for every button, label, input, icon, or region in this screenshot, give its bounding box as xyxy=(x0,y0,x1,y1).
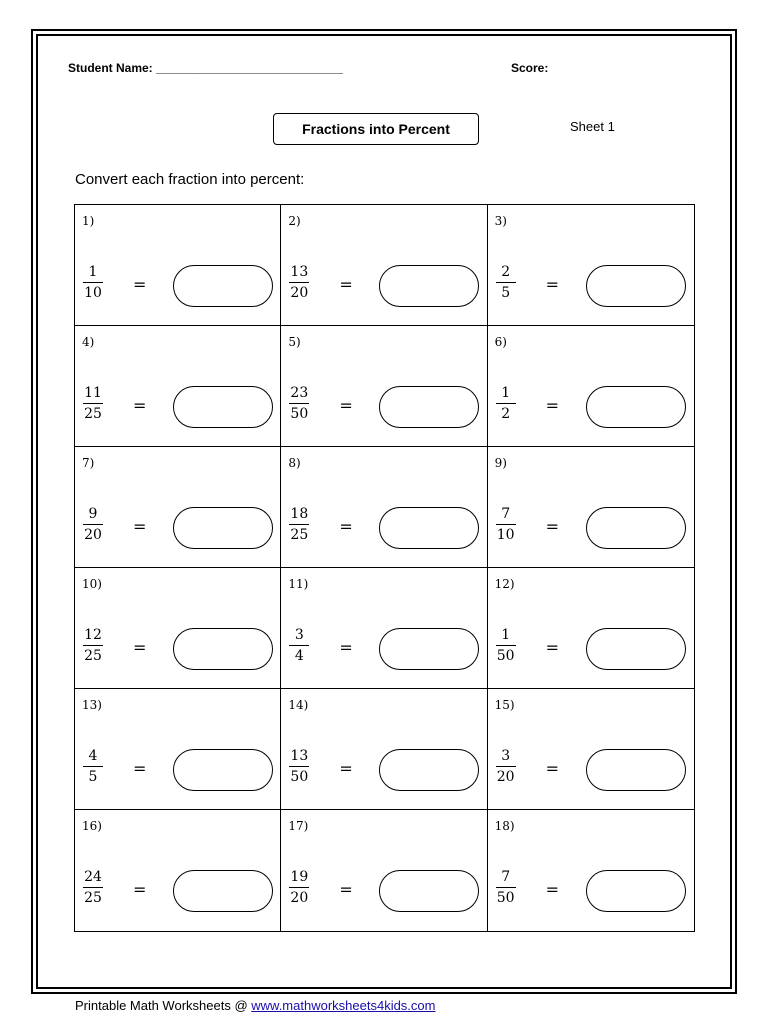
problem-number: 12) xyxy=(494,577,515,591)
sheet-label: Sheet 1 xyxy=(570,119,615,134)
equals-sign: = xyxy=(545,880,560,899)
fraction-bar xyxy=(289,403,309,404)
problem-number: 7) xyxy=(82,456,95,470)
denominator: 4 xyxy=(294,648,304,664)
problem-grid xyxy=(74,204,695,932)
problem-number: 4) xyxy=(82,335,95,349)
equals-sign: = xyxy=(133,275,147,294)
denominator: 25 xyxy=(84,406,102,422)
numerator: 4 xyxy=(88,748,98,764)
problem-cell xyxy=(281,447,487,568)
equals-sign: = xyxy=(339,880,353,899)
fraction-bar xyxy=(83,766,103,767)
problem-cell xyxy=(488,326,694,447)
equals-sign: = xyxy=(339,396,353,415)
equals-sign: = xyxy=(545,759,560,778)
denominator: 10 xyxy=(496,527,515,543)
problem-cell xyxy=(281,326,487,447)
fraction-bar xyxy=(83,403,103,404)
problem-cell xyxy=(281,689,487,810)
numerator: 2 xyxy=(501,264,511,280)
denominator: 20 xyxy=(290,285,309,301)
equals-sign: = xyxy=(339,759,353,778)
fraction xyxy=(83,747,103,786)
fraction xyxy=(496,263,516,302)
fraction xyxy=(289,505,309,544)
problem-cell xyxy=(281,810,487,931)
equals-sign: = xyxy=(339,517,353,536)
answer-box[interactable] xyxy=(586,507,686,549)
equals-sign: = xyxy=(545,638,560,657)
equals-sign: = xyxy=(339,275,353,294)
answer-box[interactable] xyxy=(173,749,273,791)
problem-number: 6) xyxy=(494,335,507,349)
problem-cell xyxy=(75,568,281,689)
fraction xyxy=(83,868,103,907)
fraction xyxy=(496,868,516,907)
instruction-text: Convert each fraction into percent: xyxy=(75,171,305,188)
problem-number: 14) xyxy=(288,698,309,712)
numerator: 11 xyxy=(84,385,102,401)
problem-number: 5) xyxy=(288,335,301,349)
fraction-bar xyxy=(83,524,103,525)
fraction xyxy=(496,626,516,665)
fraction-bar xyxy=(289,887,309,888)
problem-cell xyxy=(488,568,694,689)
equals-sign: = xyxy=(545,275,560,294)
fraction-bar xyxy=(83,887,103,888)
numerator: 23 xyxy=(290,385,309,401)
problem-number: 3) xyxy=(494,214,507,228)
equals-sign: = xyxy=(339,638,353,657)
fraction-bar xyxy=(83,282,103,283)
footer-prefix: Printable Math Worksheets @ xyxy=(75,998,252,1013)
fraction xyxy=(289,384,309,423)
fraction-bar xyxy=(289,282,309,283)
problem-number: 18) xyxy=(494,819,515,833)
numerator: 24 xyxy=(84,869,102,885)
footer xyxy=(75,998,435,1013)
numerator: 1 xyxy=(88,264,98,280)
denominator: 25 xyxy=(84,648,102,664)
fraction xyxy=(496,505,516,544)
answer-box[interactable] xyxy=(379,507,479,549)
equals-sign: = xyxy=(133,396,147,415)
fraction-bar xyxy=(496,887,516,888)
fraction-bar xyxy=(496,282,516,283)
fraction xyxy=(83,263,103,302)
problem-cell xyxy=(75,326,281,447)
problem-cell xyxy=(75,689,281,810)
answer-box[interactable] xyxy=(173,628,273,670)
problem-cell xyxy=(281,205,487,326)
numerator: 9 xyxy=(88,506,98,522)
equals-sign: = xyxy=(133,638,147,657)
answer-box[interactable] xyxy=(173,507,273,549)
equals-sign: = xyxy=(133,517,147,536)
numerator: 7 xyxy=(501,506,511,522)
fraction-bar xyxy=(289,766,309,767)
problem-cell xyxy=(75,810,281,931)
answer-box[interactable] xyxy=(586,870,686,912)
fraction-bar xyxy=(496,524,516,525)
denominator: 2 xyxy=(501,406,511,422)
numerator: 1 xyxy=(501,627,511,643)
answer-box[interactable] xyxy=(379,265,479,307)
fraction-bar xyxy=(496,403,516,404)
problem-number: 8) xyxy=(288,456,301,470)
fraction xyxy=(496,747,516,786)
answer-box[interactable] xyxy=(586,749,686,791)
answer-box[interactable] xyxy=(586,265,686,307)
numerator: 12 xyxy=(84,627,102,643)
problem-number: 15) xyxy=(494,698,515,712)
numerator: 18 xyxy=(290,506,309,522)
answer-box[interactable] xyxy=(173,870,273,912)
equals-sign: = xyxy=(545,517,560,536)
denominator: 20 xyxy=(290,890,309,906)
denominator: 25 xyxy=(290,527,309,543)
answer-box[interactable] xyxy=(379,386,479,428)
answer-box[interactable] xyxy=(173,386,273,428)
problem-cell xyxy=(488,205,694,326)
denominator: 20 xyxy=(84,527,102,543)
denominator: 50 xyxy=(290,769,309,785)
numerator: 19 xyxy=(290,869,309,885)
problem-cell xyxy=(75,205,281,326)
fraction-bar xyxy=(496,766,516,767)
denominator: 5 xyxy=(501,285,511,301)
equals-sign: = xyxy=(133,759,147,778)
fraction-bar xyxy=(496,645,516,646)
numerator: 3 xyxy=(294,627,304,643)
denominator: 25 xyxy=(84,890,102,906)
answer-box[interactable] xyxy=(379,870,479,912)
answer-box[interactable] xyxy=(586,386,686,428)
fraction xyxy=(83,626,103,665)
answer-box[interactable] xyxy=(173,265,273,307)
problem-number: 2) xyxy=(288,214,301,228)
numerator: 3 xyxy=(501,748,511,764)
fraction-bar xyxy=(83,645,103,646)
problem-number: 11) xyxy=(288,577,309,591)
numerator: 13 xyxy=(290,748,309,764)
numerator: 13 xyxy=(290,264,309,280)
fraction xyxy=(289,263,309,302)
fraction xyxy=(289,868,309,907)
fraction xyxy=(83,505,103,544)
answer-box[interactable] xyxy=(379,628,479,670)
numerator: 7 xyxy=(501,869,511,885)
problem-number: 9) xyxy=(494,456,507,470)
worksheet-title-text: Fractions into Percent xyxy=(302,121,450,137)
problem-number: 1) xyxy=(82,214,95,228)
fraction xyxy=(83,384,103,423)
denominator: 50 xyxy=(496,648,515,664)
fraction xyxy=(496,384,516,423)
problem-cell xyxy=(281,568,487,689)
score-label: Score: xyxy=(511,61,549,75)
problem-cell xyxy=(488,689,694,810)
problem-cell xyxy=(488,810,694,931)
equals-sign: = xyxy=(133,880,147,899)
problem-number: 10) xyxy=(82,577,102,591)
fraction xyxy=(289,626,309,665)
student-name-label: Student Name: ____________________________ xyxy=(68,61,343,75)
denominator: 50 xyxy=(496,890,515,906)
problem-cell xyxy=(75,447,281,568)
problem-cell xyxy=(488,447,694,568)
problem-number: 16) xyxy=(82,819,102,833)
numerator: 1 xyxy=(501,385,511,401)
worksheet-title xyxy=(273,113,479,145)
answer-box[interactable] xyxy=(379,749,479,791)
problem-number: 17) xyxy=(288,819,309,833)
answer-box[interactable] xyxy=(586,628,686,670)
fraction-bar xyxy=(289,645,309,646)
denominator: 50 xyxy=(290,406,309,422)
fraction-bar xyxy=(289,524,309,525)
footer-link[interactable]: www.mathworksheets4kids.com xyxy=(251,998,436,1013)
equals-sign: = xyxy=(545,396,560,415)
denominator: 5 xyxy=(88,769,98,785)
fraction xyxy=(289,747,309,786)
problem-number: 13) xyxy=(82,698,102,712)
denominator: 20 xyxy=(496,769,515,785)
denominator: 10 xyxy=(84,285,102,301)
